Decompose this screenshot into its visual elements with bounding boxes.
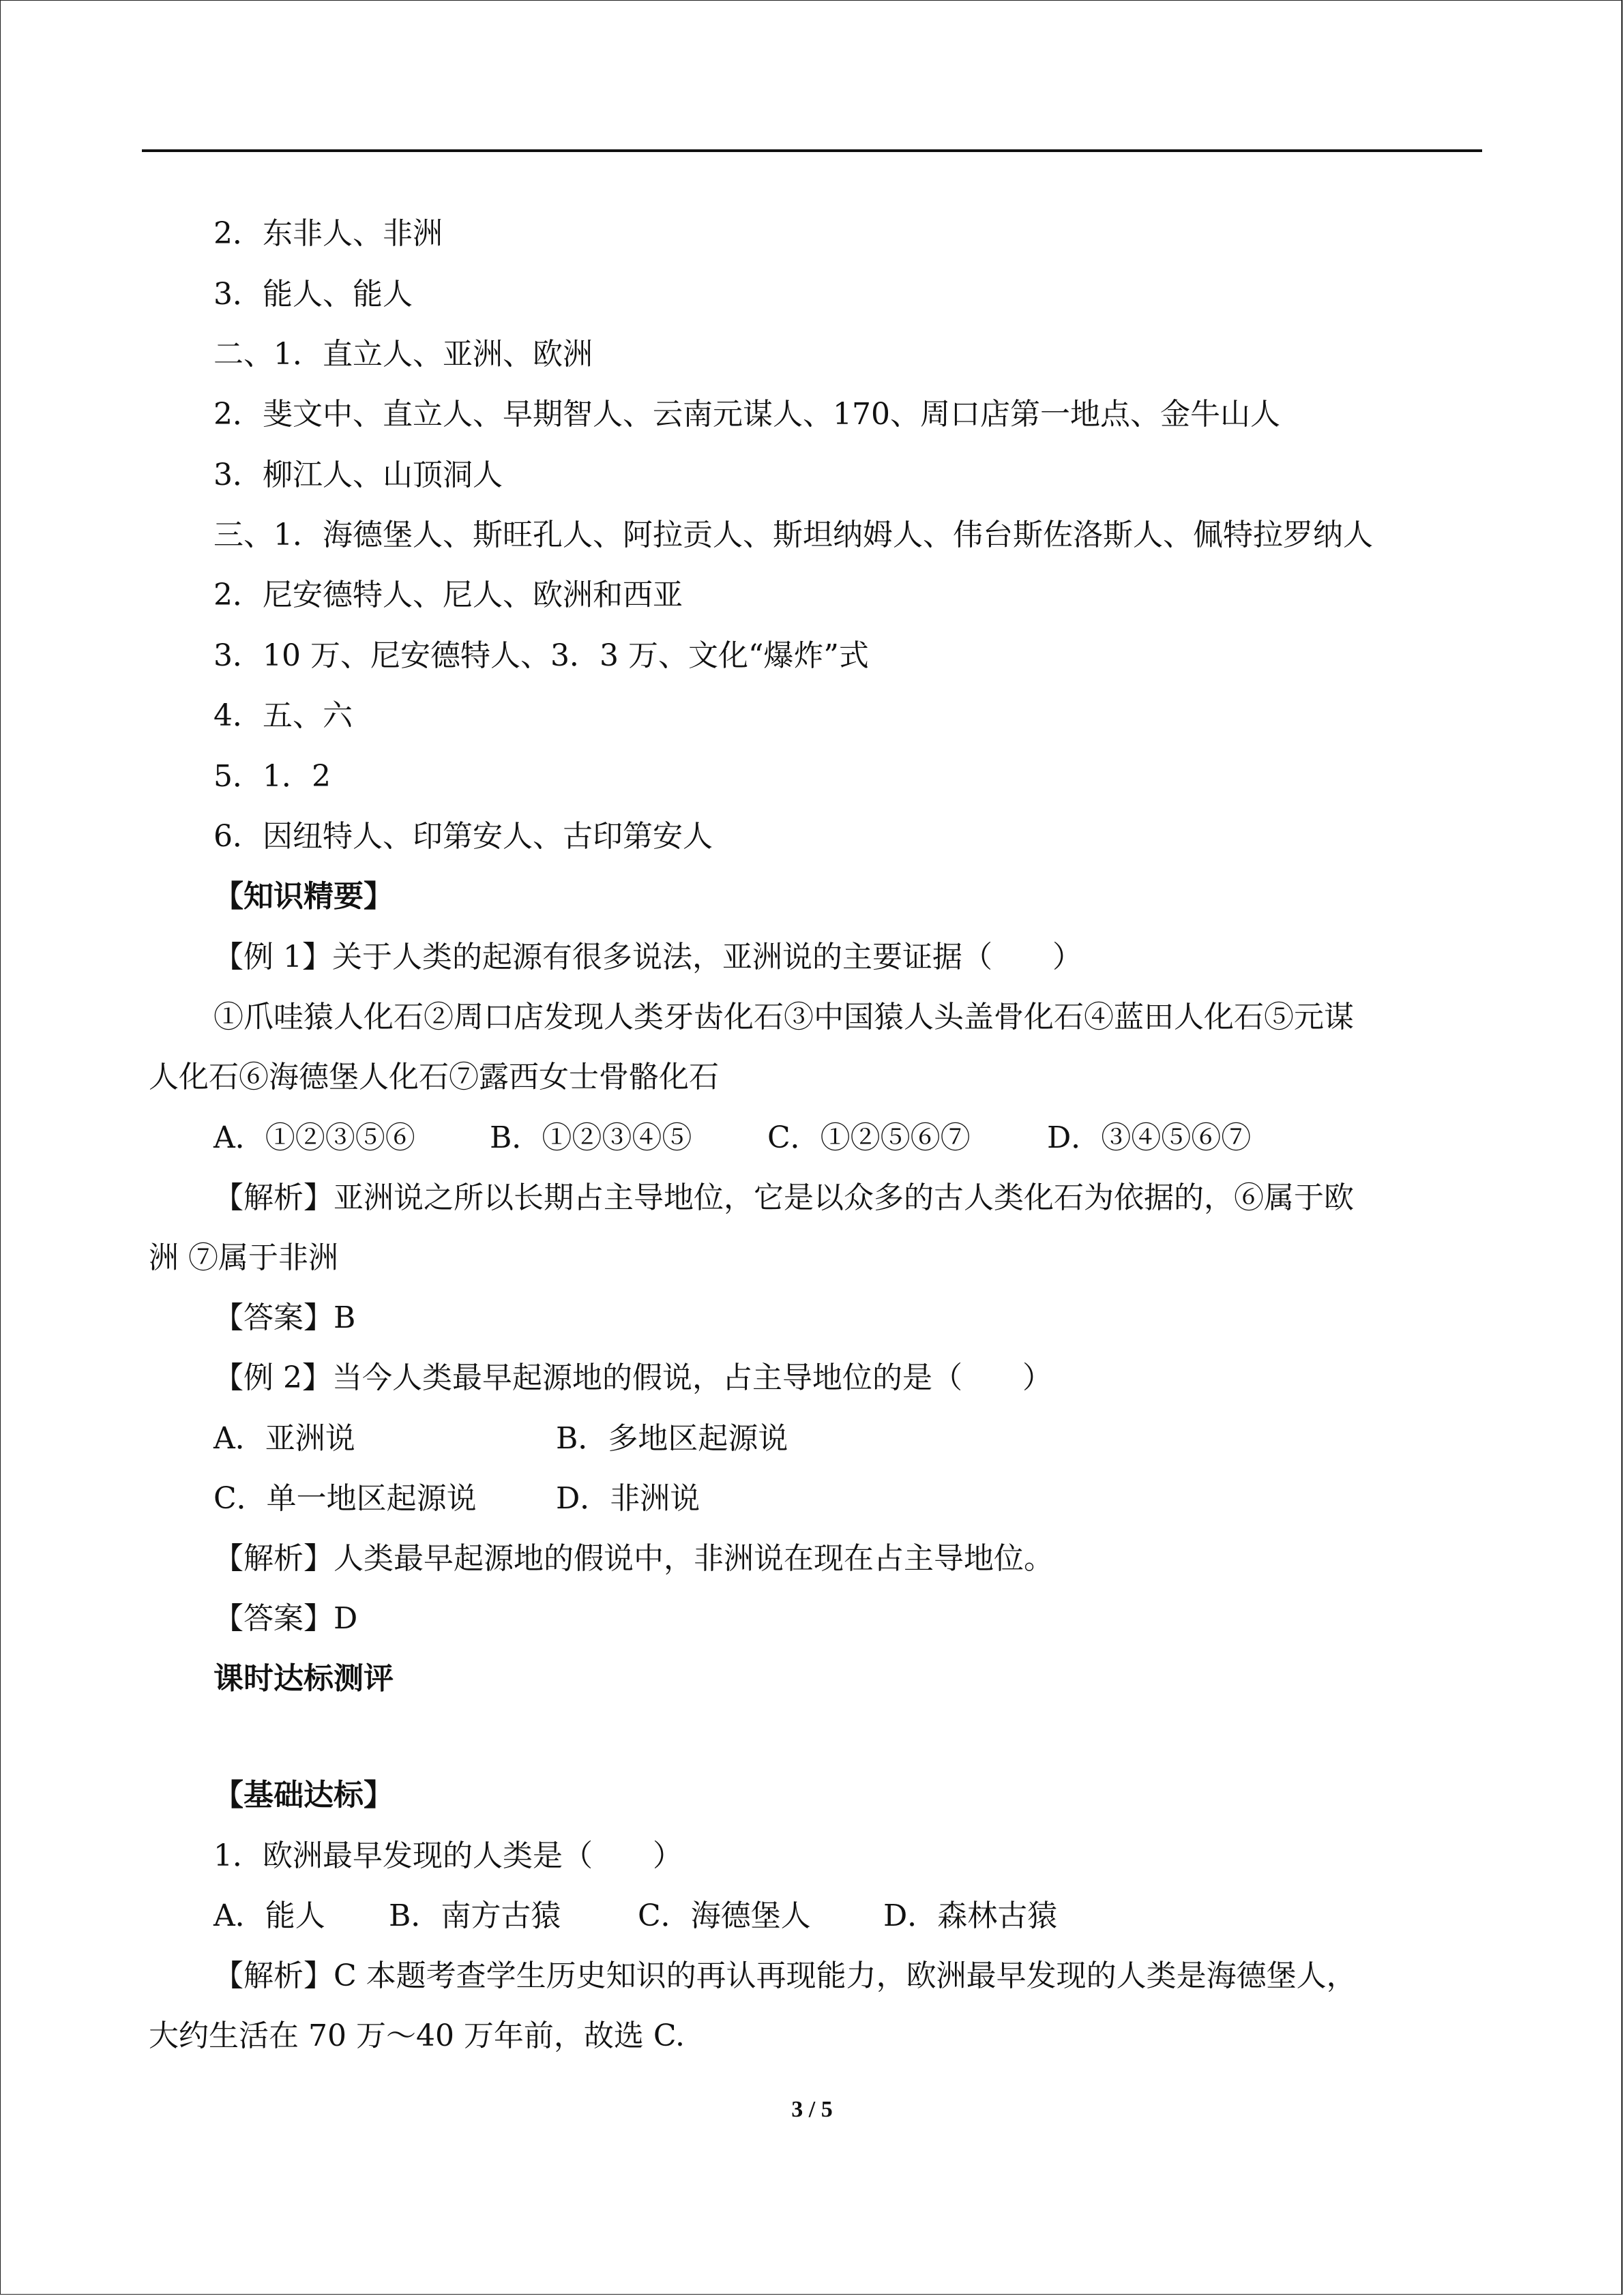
analysis: 【解析】人类最早起源地的假说中，非洲说在现在占主导地位。 — [213, 1541, 1054, 1576]
answer-line: 3．柳江人、山顶洞人 — [213, 458, 503, 492]
analysis: 【解析】亚洲说之所以长期占主导地位，它是以众多的古人类化石为依据的，⑥属于欧 — [213, 1180, 1354, 1215]
option-b: B．南方古猿 — [389, 1898, 561, 1933]
option-a: A．能人 — [213, 1898, 325, 1933]
answer-line: 5．1．2 — [213, 759, 331, 794]
answer-line: 2．东非人、非洲 — [213, 216, 443, 251]
option-d: D．③④⑤⑥⑦ — [1047, 1120, 1252, 1155]
option-a: A．①②③⑤⑥ — [213, 1120, 415, 1155]
answer-line: 6．因纽特人、印第安人、古印第安人 — [213, 819, 713, 854]
section-heading: 【基础达标】 — [213, 1778, 394, 1813]
option-c: C．①②⑤⑥⑦ — [767, 1120, 971, 1155]
answer-line: 3．10 万、尼安德特人、3．3 万、文化“爆炸”式 — [213, 638, 869, 673]
option-d: D．森林古猿 — [883, 1898, 1058, 1933]
option-c: C．海德堡人 — [638, 1898, 811, 1933]
option-c: C．单一地区起源说 — [213, 1481, 477, 1516]
section-heading: 课时达标测评 — [213, 1661, 394, 1696]
option-d: D．非洲说 — [556, 1481, 700, 1516]
example-question: 【例 1】关于人类的起源有很多说法，亚洲说的主要证据（ ） — [213, 940, 1082, 974]
answer: 【答案】D — [213, 1601, 358, 1636]
header-rule — [142, 149, 1482, 152]
example-question: 【例 2】当今人类最早起源地的假说，占主导地位的是（ ） — [213, 1360, 1052, 1395]
question: 1．欧洲最早发现的人类是（ ） — [213, 1838, 683, 1873]
answer-line: 3．能人、能人 — [213, 277, 413, 312]
answer-line: 三、1．海德堡人、斯旺孔人、阿拉贡人、斯坦纳姆人、伟台斯佐洛斯人、佩特拉罗纳人 — [213, 518, 1373, 552]
analysis: 洲 ⑦属于非洲 — [149, 1240, 338, 1275]
example-items: ①爪哇猿人化石②周口店发现人类牙齿化石③中国猿人头盖骨化石④蓝田人化石⑤元谋 — [213, 1000, 1354, 1034]
analysis: 【解析】C 本题考查学生历史知识的再认再现能力，欧洲最早发现的人类是海德堡人， — [213, 1958, 1357, 1993]
option-b: B．多地区起源说 — [556, 1421, 788, 1456]
answer-line: 2．尼安德特人、尼人、欧洲和西亚 — [213, 578, 683, 612]
example-items: 人化石⑥海德堡人化石⑦露西女士骨骼化石 — [149, 1060, 719, 1094]
answer-line: 4．五、六 — [213, 698, 353, 733]
answer-line: 二、1．直立人、亚洲、欧洲 — [213, 337, 593, 372]
option-a: A．亚洲说 — [213, 1421, 355, 1456]
section-heading: 【知识精要】 — [213, 879, 394, 914]
analysis: 大约生活在 70 万～40 万年前，故选 C. — [149, 2018, 685, 2053]
option-b: B．①②③④⑤ — [490, 1120, 692, 1155]
page-number: 3 / 5 — [791, 2097, 833, 2122]
answer: 【答案】B — [213, 1300, 356, 1335]
answer-line: 2．斐文中、直立人、早期智人、云南元谋人、170、周口店第一地点、金牛山人 — [213, 397, 1280, 432]
